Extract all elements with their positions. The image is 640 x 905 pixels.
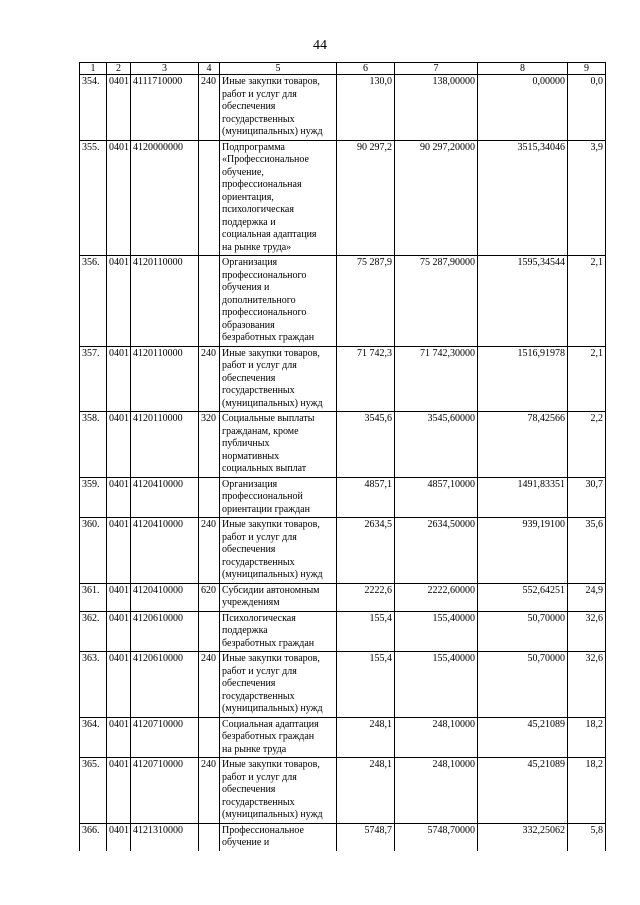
expense-type-cell: [199, 823, 220, 851]
item-name-line: поддержка и: [222, 216, 276, 228]
percent-cell: 5,8: [568, 823, 606, 851]
item-name-line: (муниципальных) нужд: [222, 397, 323, 409]
item-name-line: работ и услуг для: [222, 531, 297, 543]
item-name-line: (муниципальных) нужд: [222, 809, 323, 820]
item-name-line: нормативных: [222, 450, 280, 462]
item-name-line: профессионального: [222, 307, 307, 318]
column-header: 4: [199, 63, 220, 75]
item-name-line: работ и услуг для: [222, 88, 297, 100]
item-name-line: государственных: [222, 690, 295, 702]
percent-cell: 2,2: [568, 412, 606, 478]
table-row: [80, 823, 606, 851]
refined-value-cell: 71 742,30000: [395, 346, 478, 412]
table-row: [80, 346, 606, 412]
item-name-line: государственных: [222, 556, 295, 568]
column-header: 1: [80, 63, 107, 75]
item-name-cell: [220, 758, 337, 824]
item-name-line: Социальные выплаты: [222, 413, 315, 424]
item-name-line: поддержка: [222, 625, 268, 636]
item-name-line: образования: [222, 319, 275, 331]
target-code-cell: 4120410000: [131, 477, 199, 518]
planned-value-cell: 248,1: [337, 758, 395, 824]
section-code-cell: 0401: [107, 346, 131, 412]
column-header: 7: [395, 63, 478, 75]
item-name-line: ориентации граждан: [222, 503, 310, 515]
item-name-cell: [220, 717, 337, 758]
item-name-line: дополнительного: [222, 294, 296, 306]
item-name-line: работ и услуг для: [222, 665, 297, 677]
item-name-line: на рынке труда»: [222, 241, 292, 253]
target-code-cell: 4120110000: [131, 346, 199, 412]
table-row: [80, 758, 606, 824]
item-name-cell: [220, 75, 337, 141]
expense-type-cell: 240: [199, 758, 220, 824]
item-name-line: на рынке труда: [222, 743, 287, 755]
percent-cell: 24,9: [568, 583, 606, 611]
target-code-cell: 4120410000: [131, 518, 199, 584]
expense-type-cell: [199, 140, 220, 256]
executed-value-cell: 1595,34544: [478, 256, 568, 347]
item-name-line: обеспечения: [222, 784, 276, 795]
table-row: [80, 477, 606, 518]
target-code-cell: 4111710000: [131, 75, 199, 141]
executed-value-cell: 50,70000: [478, 652, 568, 718]
item-name-line: профессиональной: [222, 491, 303, 502]
refined-value-cell: 75 287,90000: [395, 256, 478, 347]
percent-cell: 2,1: [568, 346, 606, 412]
item-name-line: (муниципальных) нужд: [222, 126, 323, 137]
item-name-line: обеспечения: [222, 101, 276, 112]
target-code-cell: 4120710000: [131, 717, 199, 758]
item-name-cell: [220, 412, 337, 478]
target-code-cell: 4120410000: [131, 583, 199, 611]
table-row: [80, 583, 606, 611]
planned-value-cell: 130,0: [337, 75, 395, 141]
item-name-cell: [220, 583, 337, 611]
item-name-line: безработных граждан: [222, 731, 315, 742]
executed-value-cell: 332,25062: [478, 823, 568, 851]
executed-value-cell: 45,21089: [478, 717, 568, 758]
refined-value-cell: 155,40000: [395, 652, 478, 718]
planned-value-cell: 4857,1: [337, 477, 395, 518]
item-name-line: безработных граждан: [222, 332, 315, 343]
target-code-cell: 4121310000: [131, 823, 199, 851]
budget-table: [79, 62, 606, 851]
item-name-line: Субсидии автономным: [222, 584, 320, 596]
refined-value-cell: 90 297,20000: [395, 140, 478, 256]
item-name-line: Иные закупки товаров,: [222, 76, 320, 87]
refined-value-cell: 248,10000: [395, 758, 478, 824]
item-name-line: гражданам, кроме: [222, 425, 299, 437]
item-name-line: социальных выплат: [222, 463, 307, 474]
item-name-line: «Профессиональное: [222, 154, 309, 165]
table-row: [80, 256, 606, 347]
percent-cell: 3,9: [568, 140, 606, 256]
expense-type-cell: [199, 717, 220, 758]
row-number-cell: 359.: [80, 477, 107, 518]
expense-type-cell: 240: [199, 75, 220, 141]
item-name-line: ориентация,: [222, 191, 274, 203]
executed-value-cell: 939,19100: [478, 518, 568, 584]
item-name-line: обеспечения: [222, 544, 276, 555]
table-row: [80, 611, 606, 652]
row-number-cell: 366.: [80, 823, 107, 851]
planned-value-cell: 5748,7: [337, 823, 395, 851]
row-number-cell: 355.: [80, 140, 107, 256]
planned-value-cell: 71 742,3: [337, 346, 395, 412]
planned-value-cell: 3545,6: [337, 412, 395, 478]
item-name-line: социальная адаптация: [222, 229, 317, 240]
planned-value-cell: 248,1: [337, 717, 395, 758]
item-name-line: профессионального: [222, 269, 307, 281]
item-name-line: государственных: [222, 796, 295, 808]
executed-value-cell: 50,70000: [478, 611, 568, 652]
item-name-line: работ и услуг для: [222, 360, 297, 371]
row-number-cell: 365.: [80, 758, 107, 824]
expense-type-cell: 240: [199, 346, 220, 412]
section-code-cell: 0401: [107, 140, 131, 256]
refined-value-cell: 5748,70000: [395, 823, 478, 851]
page-number: 44: [313, 38, 327, 53]
item-name-cell: [220, 518, 337, 584]
executed-value-cell: 78,42566: [478, 412, 568, 478]
item-name-line: работ и услуг для: [222, 771, 297, 783]
row-number-cell: 357.: [80, 346, 107, 412]
section-code-cell: 0401: [107, 412, 131, 478]
section-code-cell: 0401: [107, 758, 131, 824]
column-header: 8: [478, 63, 568, 75]
table-row: [80, 518, 606, 584]
target-code-cell: 4120110000: [131, 256, 199, 347]
expense-type-cell: [199, 256, 220, 347]
table-row: [80, 652, 606, 718]
planned-value-cell: 2222,6: [337, 583, 395, 611]
target-code-cell: 4120000000: [131, 140, 199, 256]
percent-cell: 2,1: [568, 256, 606, 347]
row-number-cell: 356.: [80, 256, 107, 347]
item-name-cell: [220, 140, 337, 256]
table-row: [80, 412, 606, 478]
item-name-cell: [220, 652, 337, 718]
planned-value-cell: 2634,5: [337, 518, 395, 584]
executed-value-cell: 1491,83351: [478, 477, 568, 518]
section-code-cell: 0401: [107, 823, 131, 851]
item-name-line: обеспечения: [222, 372, 276, 384]
item-name-line: Организация: [222, 478, 278, 490]
executed-value-cell: 3515,34046: [478, 140, 568, 256]
item-name-line: обучение и: [222, 837, 270, 848]
table-body: [80, 75, 606, 851]
row-number-cell: 358.: [80, 412, 107, 478]
item-name-cell: [220, 477, 337, 518]
percent-cell: 18,2: [568, 717, 606, 758]
target-code-cell: 4120610000: [131, 611, 199, 652]
item-name-cell: [220, 823, 337, 851]
column-header: 9: [568, 63, 606, 75]
item-name-line: психологическая: [222, 204, 294, 215]
target-code-cell: 4120110000: [131, 412, 199, 478]
item-name-cell: [220, 611, 337, 652]
row-number-cell: 362.: [80, 611, 107, 652]
expense-type-cell: 240: [199, 518, 220, 584]
percent-cell: 30,7: [568, 477, 606, 518]
percent-cell: 32,6: [568, 611, 606, 652]
refined-value-cell: 138,00000: [395, 75, 478, 141]
section-code-cell: 0401: [107, 518, 131, 584]
column-header: 6: [337, 63, 395, 75]
target-code-cell: 4120710000: [131, 758, 199, 824]
table-row: [80, 140, 606, 256]
item-name-line: публичных: [222, 438, 270, 449]
column-header: 2: [107, 63, 131, 75]
row-number-cell: 363.: [80, 652, 107, 718]
expense-type-cell: 240: [199, 652, 220, 718]
refined-value-cell: 4857,10000: [395, 477, 478, 518]
section-code-cell: 0401: [107, 477, 131, 518]
executed-value-cell: 1516,91978: [478, 346, 568, 412]
planned-value-cell: 75 287,9: [337, 256, 395, 347]
refined-value-cell: 2634,50000: [395, 518, 478, 584]
planned-value-cell: 90 297,2: [337, 140, 395, 256]
expense-type-cell: [199, 611, 220, 652]
executed-value-cell: 0,00000: [478, 75, 568, 141]
planned-value-cell: 155,4: [337, 652, 395, 718]
item-name-line: обеспечения: [222, 678, 276, 689]
item-name-line: безработных граждан: [222, 637, 315, 649]
item-name-line: Организация: [222, 257, 278, 268]
table-header-row: [80, 63, 606, 75]
table-row: [80, 717, 606, 758]
section-code-cell: 0401: [107, 75, 131, 141]
percent-cell: 18,2: [568, 758, 606, 824]
item-name-cell: [220, 256, 337, 347]
item-name-line: Иные закупки товаров,: [222, 347, 320, 359]
item-name-line: профессиональная: [222, 179, 302, 190]
row-number-cell: 364.: [80, 717, 107, 758]
row-number-cell: 360.: [80, 518, 107, 584]
item-name-line: Иные закупки товаров,: [222, 653, 320, 664]
expense-type-cell: 620: [199, 583, 220, 611]
section-code-cell: 0401: [107, 256, 131, 347]
expense-type-cell: [199, 477, 220, 518]
section-code-cell: 0401: [107, 611, 131, 652]
item-name-line: (муниципальных) нужд: [222, 703, 323, 714]
item-name-line: Подпрограмма: [222, 141, 285, 153]
item-name-cell: [220, 346, 337, 412]
refined-value-cell: 155,40000: [395, 611, 478, 652]
row-number-cell: 354.: [80, 75, 107, 141]
item-name-line: обучение,: [222, 166, 264, 178]
item-name-line: Психологическая: [222, 612, 296, 624]
percent-cell: 0,0: [568, 75, 606, 141]
table-row: [80, 75, 606, 141]
column-header: 3: [131, 63, 199, 75]
expense-type-cell: 320: [199, 412, 220, 478]
item-name-line: Социальная адаптация: [222, 718, 319, 730]
refined-value-cell: 3545,60000: [395, 412, 478, 478]
section-code-cell: 0401: [107, 652, 131, 718]
column-header: 5: [220, 63, 337, 75]
item-name-line: государственных: [222, 113, 295, 125]
item-name-line: Иные закупки товаров,: [222, 759, 320, 770]
row-number-cell: 361.: [80, 583, 107, 611]
item-name-line: государственных: [222, 385, 295, 396]
percent-cell: 32,6: [568, 652, 606, 718]
section-code-cell: 0401: [107, 717, 131, 758]
item-name-line: учреждениям: [222, 597, 280, 608]
executed-value-cell: 45,21089: [478, 758, 568, 824]
item-name-line: Профессиональное: [222, 824, 304, 836]
item-name-line: обучения и: [222, 282, 270, 293]
item-name-line: Иные закупки товаров,: [222, 519, 320, 530]
item-name-line: (муниципальных) нужд: [222, 569, 323, 580]
target-code-cell: 4120610000: [131, 652, 199, 718]
percent-cell: 35,6: [568, 518, 606, 584]
section-code-cell: 0401: [107, 583, 131, 611]
planned-value-cell: 155,4: [337, 611, 395, 652]
refined-value-cell: 248,10000: [395, 717, 478, 758]
executed-value-cell: 552,64251: [478, 583, 568, 611]
refined-value-cell: 2222,60000: [395, 583, 478, 611]
